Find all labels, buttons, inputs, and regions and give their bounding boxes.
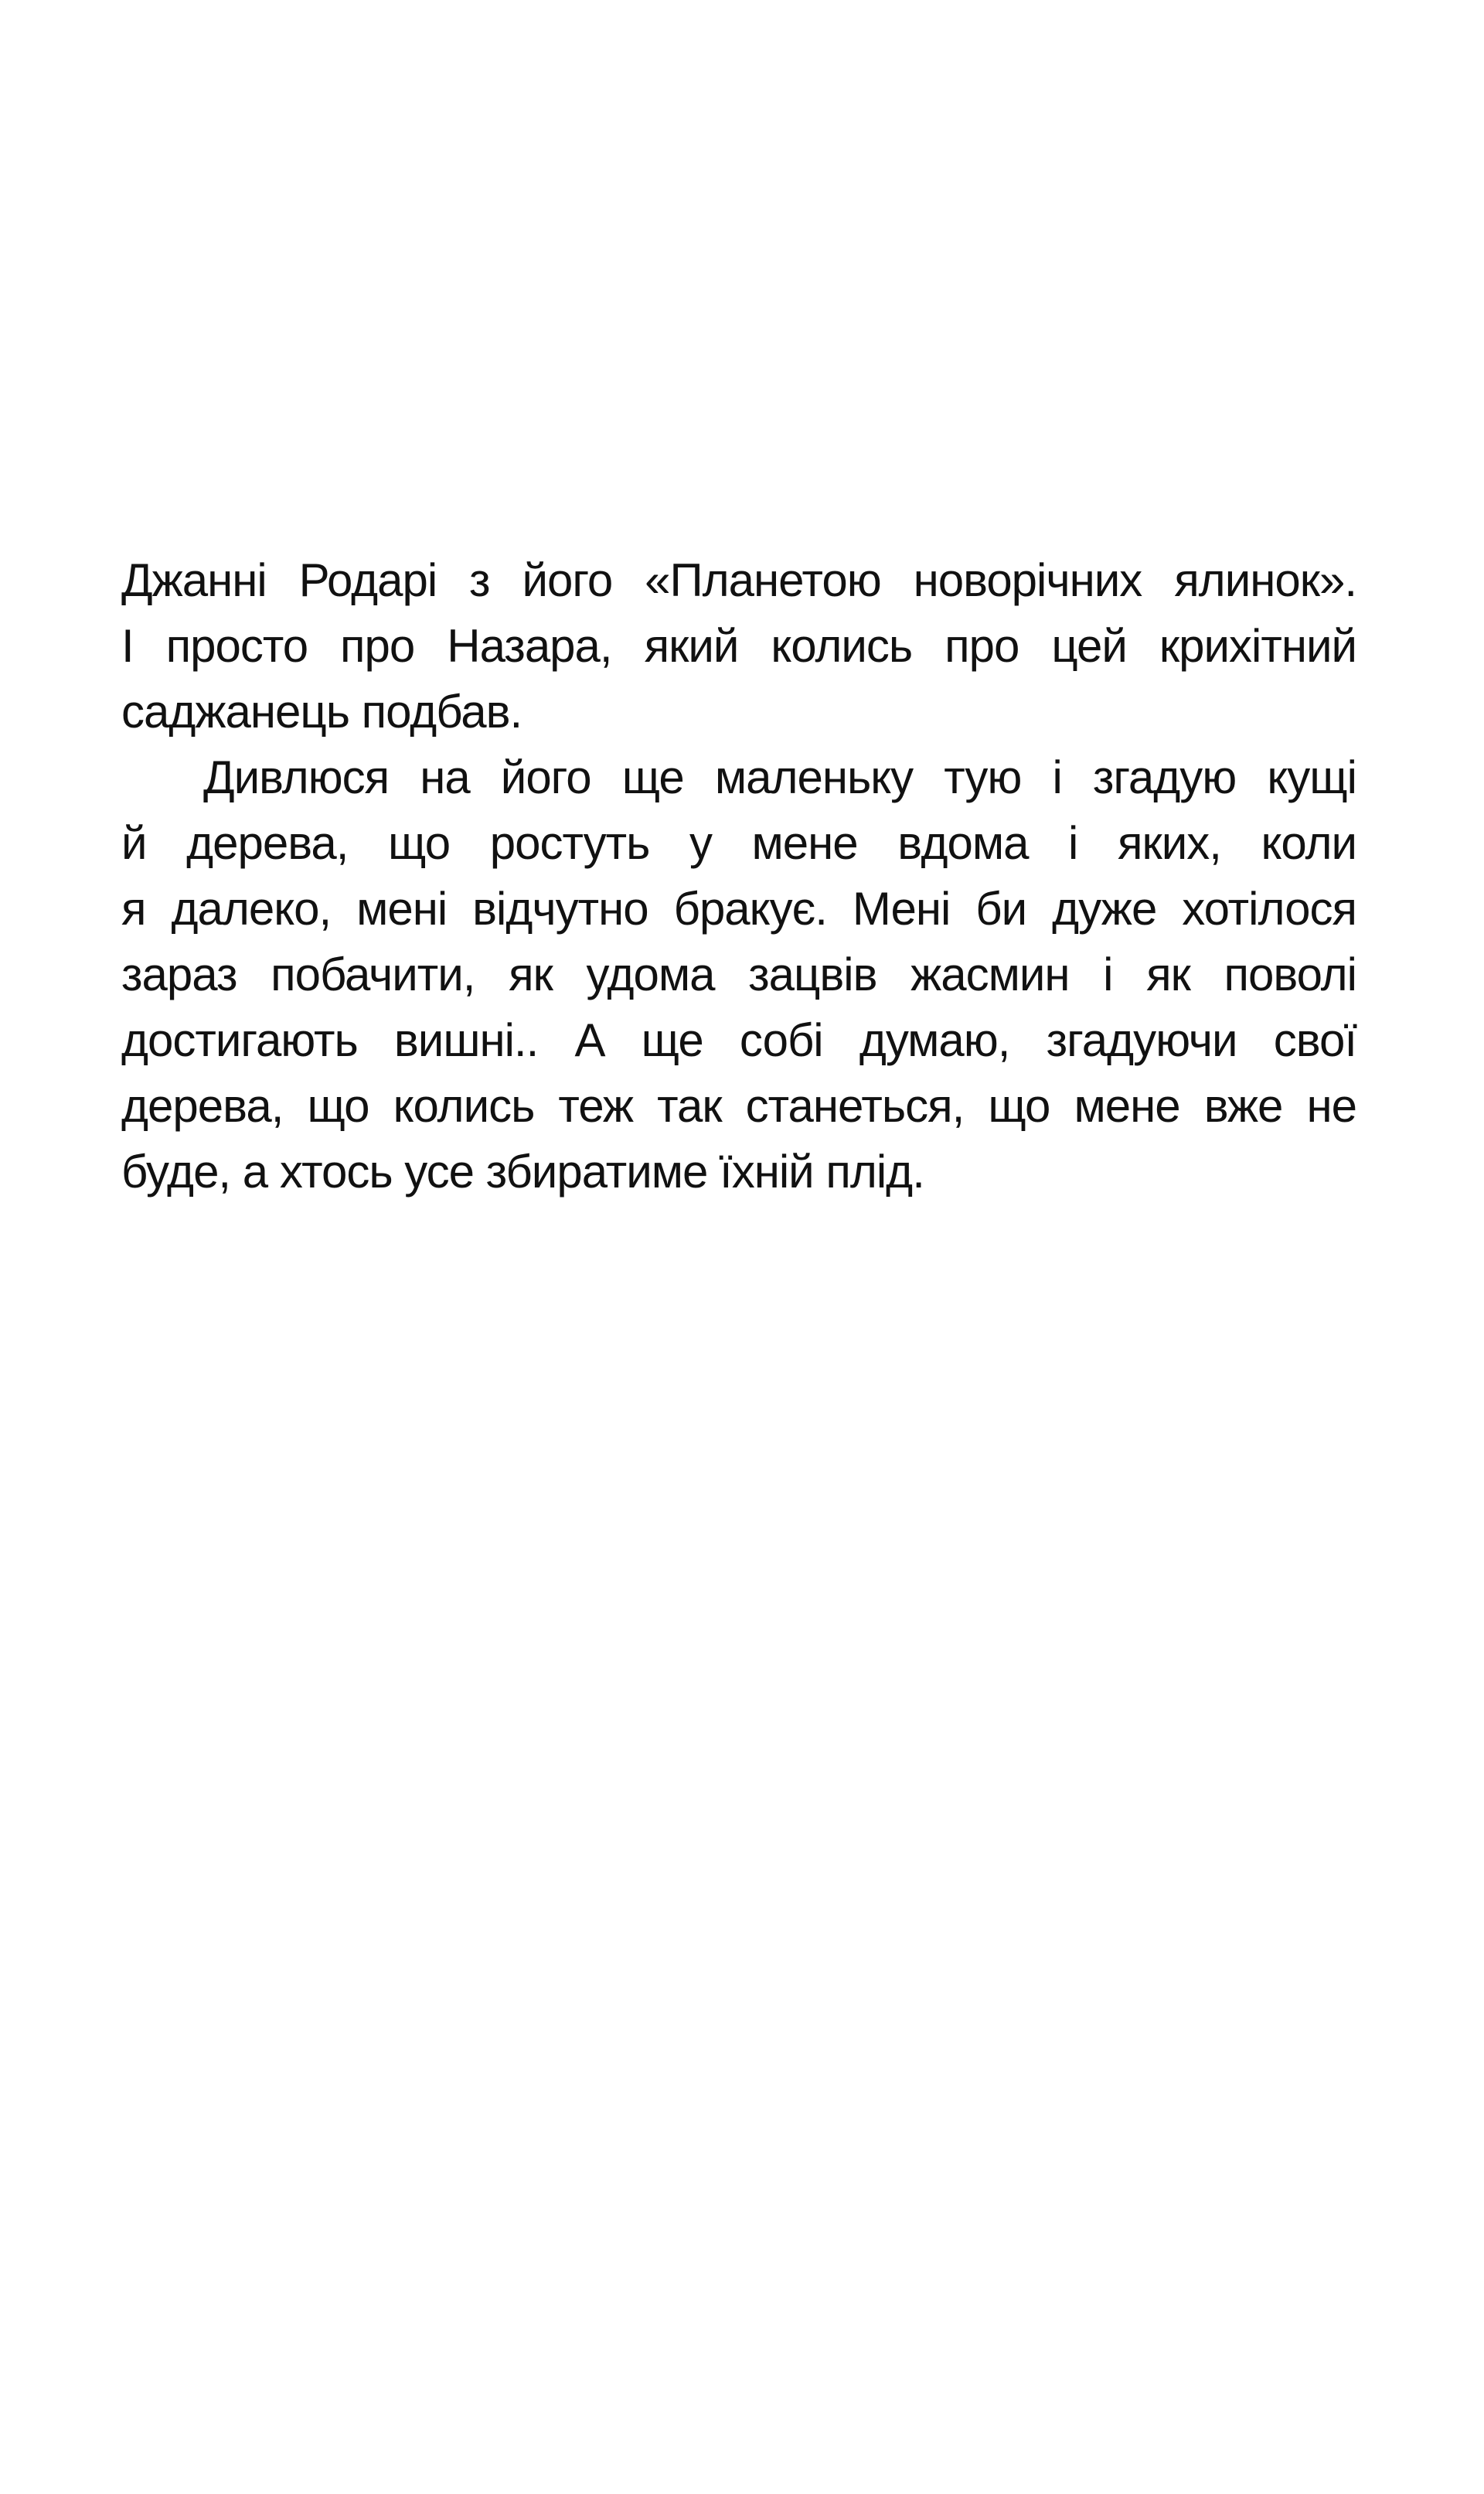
text-line: я далеко, мені відчутно бракує. Мені би дуже хотілося [121,883,1356,935]
text-line: саджанець подбав. [121,686,522,738]
text-line: достигають вишні.. А ще собі думаю, згадуючи свої [121,1014,1356,1066]
text-line: І просто про Назара, який колись про цей крихітний [121,620,1356,672]
text-line: Дивлюся на його ще маленьку тую і згадую кущі [203,751,1356,803]
text-line: буде, а хтось усе збиратиме їхній плід. [121,1146,924,1198]
paragraph-2 [121,744,1356,1204]
text-line: зараз побачити, як удома зацвів жасмин і як поволі [121,949,1356,1000]
text-line: дерева, що колись теж так станеться, що мене вже не [121,1080,1356,1132]
paragraph-1 [121,547,1356,744]
body-text [121,547,1356,1204]
text-line: Джанні Родарі з його «Планетою новорічних ялинок». [121,554,1356,606]
text-line: й дерева, що ростуть у мене вдома і яких, коли [121,817,1356,869]
